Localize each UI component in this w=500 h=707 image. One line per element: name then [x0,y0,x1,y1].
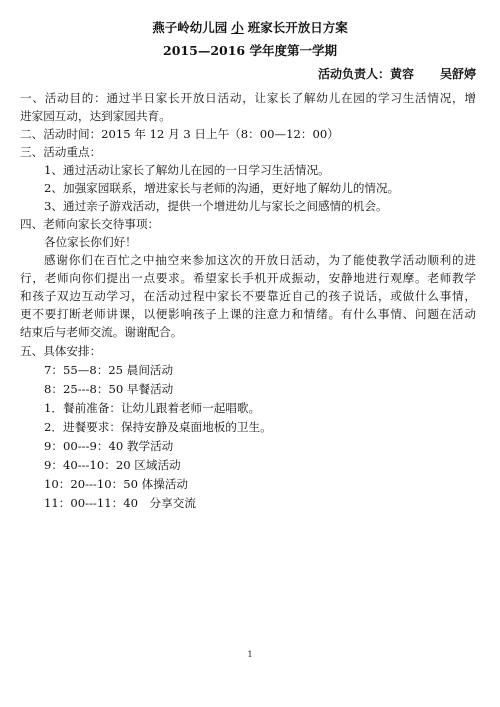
schedule-item-4: 2．进餐要求：保持安静及桌面地板的卫生。 [44,420,272,434]
section-1-line-1: 一、活动目的：通过半日家长开放日活动，让家长了解幼儿在园的学习生活情况，增 [20,91,476,105]
title-prefix: 燕子岭幼儿园 [152,20,228,35]
title-class-name: 小 [231,20,244,35]
paragraph-line-4: 更不要打断老师讲课，以便影响孩子上课的注意力和情绪。有什么事情、问题在活动 [20,307,476,321]
activity-responsible [318,66,476,82]
greeting: 各位家长你们好！ [44,235,137,249]
section-3-item-2: 2、加强家园联系，增进家长与老师的沟通，更好地了解幼儿的情况。 [44,181,400,195]
title-suffix: 班家长开放日方案 [247,20,348,35]
schedule-item-8: 11：00---11：40 分享交流 [44,496,196,510]
paragraph-line-5: 结束后与老师交流。谢谢配合。 [20,325,183,339]
section-1-line-2: 进家园互动，达到家园共育。 [20,109,171,123]
page-number: 1 [247,650,253,659]
paragraph-line-3: 和孩子双边互动学习，在活动过程中家长不要靠近自己的孩子说话，或做什么事情， [20,289,476,303]
section-2-time: 二、活动时间：2015 年 12 月 3 日上午（8：00—12：00） [20,127,339,141]
schedule-item-1: 7：55—8：25 晨间活动 [44,363,174,377]
paragraph-line-1: 感谢你们在百忙之中抽空来参加这次的开放日活动，为了能使教学活动顺利的进 [44,253,476,267]
section-4-heading: 四、老师向家长交待事项： [20,217,160,231]
schedule-item-7: 10：20---10：50 体操活动 [44,477,189,491]
schedule-item-6: 9：40---10：20 区域活动 [44,458,181,472]
section-3-item-3: 3、通过亲子游戏活动，提供一个增进幼儿与家长之间感情的机会。 [44,199,388,213]
paragraph-line-2: 行，老师向你们提出一点要求。希望家长手机开成振动，安静地进行观摩。老师教学 [20,271,476,285]
schedule-item-2: 8：25---8：50 早餐活动 [44,382,174,396]
section-3-item-1: 1、通过活动让家长了解幼儿在园的一日学习生活情况。 [44,163,330,177]
responsible-label: 活动负责人：黄容 [318,67,415,81]
document-title [0,20,500,36]
schedule-item-5: 9：00---9：40 教学活动 [44,439,174,453]
section-3-heading: 三、活动重点： [20,145,102,159]
section-5-heading: 五、具体安排： [20,344,102,358]
responsible-second-name: 吴舒婷 [440,67,477,81]
schedule-item-3: 1．餐前准备：让幼儿跟着老师一起唱歌。 [44,401,261,415]
document-subtitle: 2015—2016 学年度第一学期 [163,43,337,58]
